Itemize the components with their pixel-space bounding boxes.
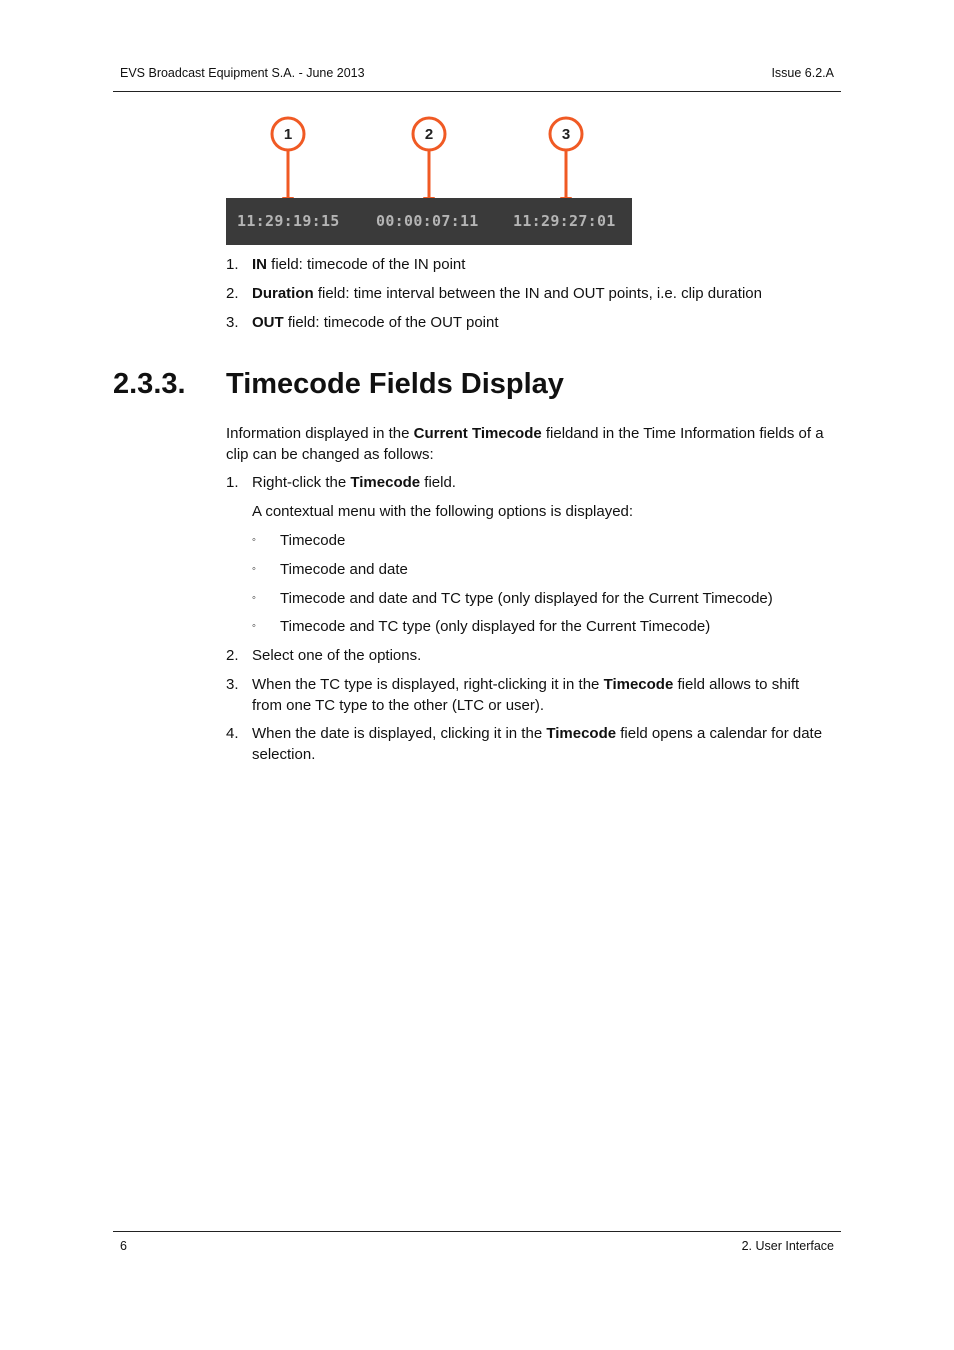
list-number: 2.: [226, 285, 239, 302]
option-label: Timecode and date: [280, 561, 408, 578]
step-text-end: field opens a calendar for date: [616, 725, 823, 742]
step-bold: Timecode: [350, 474, 421, 491]
step-number: 2.: [226, 647, 239, 664]
intro-text-end: fieldand in the Time Information fields of a clip can be changed as follows:: [226, 425, 824, 463]
bullet-mark: ◦: [252, 592, 256, 604]
intro-paragraph: [226, 423, 841, 465]
step-text: Select one of the options.: [252, 647, 422, 664]
step-text-line2: selection.: [252, 746, 316, 763]
step-text-line2: from one TC type to the other (LTC or user).: [252, 697, 545, 714]
step-1-note: A contextual menu with the following options is displayed:: [252, 503, 634, 520]
field-description: field: timecode of the OUT point: [283, 314, 499, 331]
page-footer: [113, 1231, 841, 1256]
intro-text: Information displayed in the: [226, 425, 414, 442]
timecode-bar: [226, 198, 632, 245]
callout-2: [413, 118, 445, 209]
bullet-mark: ◦: [252, 563, 256, 575]
callout-1-label: 1: [283, 126, 293, 143]
header-publisher: EVS Broadcast Equipment S.A. - June 2013: [120, 66, 365, 80]
step-text-end: field allows to shift: [673, 676, 800, 693]
step-bold: Timecode: [546, 725, 617, 742]
page-header: [113, 65, 841, 92]
timecode-figure: [226, 113, 632, 245]
field-description: field: timecode of the IN point: [267, 256, 466, 273]
step-text: When the date is displayed, clicking it in the: [252, 725, 547, 742]
callout-3-label: 3: [561, 126, 571, 143]
step-number: 1.: [226, 474, 239, 491]
header-issue: Issue 6.2.A: [771, 66, 834, 80]
option-label: Timecode and TC type (only displayed for the Current Timecode): [280, 618, 711, 635]
step-text-end: field.: [420, 474, 456, 491]
step-number: 4.: [226, 725, 239, 742]
section-number: 2.3.3.: [113, 368, 186, 400]
list-number: 1.: [226, 256, 239, 273]
field-name: Duration: [252, 285, 314, 302]
bullet-mark: ◦: [252, 620, 256, 632]
list-number: 3.: [226, 314, 239, 331]
field-name: OUT: [252, 314, 284, 331]
callout-1: [272, 118, 304, 209]
section-title: Timecode Fields Display: [226, 368, 564, 400]
option-label: Timecode: [280, 532, 346, 549]
option-label: Timecode and date and TC type (only displayed for the Current Timecode): [280, 590, 773, 607]
duration-field[interactable]: 00:00:07:11: [376, 212, 479, 230]
page-number: 6: [120, 1239, 127, 1253]
out-timecode-field[interactable]: 11:29:27:01: [513, 212, 616, 230]
step-text: When the TC type is displayed, right-clicking it in the: [252, 676, 604, 693]
chapter-name: 2. User Interface: [741, 1239, 834, 1253]
step-text: Right-click the: [252, 474, 351, 491]
step-number: 3.: [226, 676, 239, 693]
field-name: IN: [252, 256, 267, 273]
field-description: field: time interval between the IN and OUT points, i.e. clip duration: [313, 285, 762, 302]
callout-2-label: 2: [424, 126, 434, 143]
bullet-mark: ◦: [252, 534, 256, 546]
in-timecode-field[interactable]: 11:29:19:15: [237, 212, 340, 230]
intro-bold: Current Timecode: [413, 425, 542, 442]
step-bold: Timecode: [603, 676, 674, 693]
callout-3: [550, 118, 582, 209]
